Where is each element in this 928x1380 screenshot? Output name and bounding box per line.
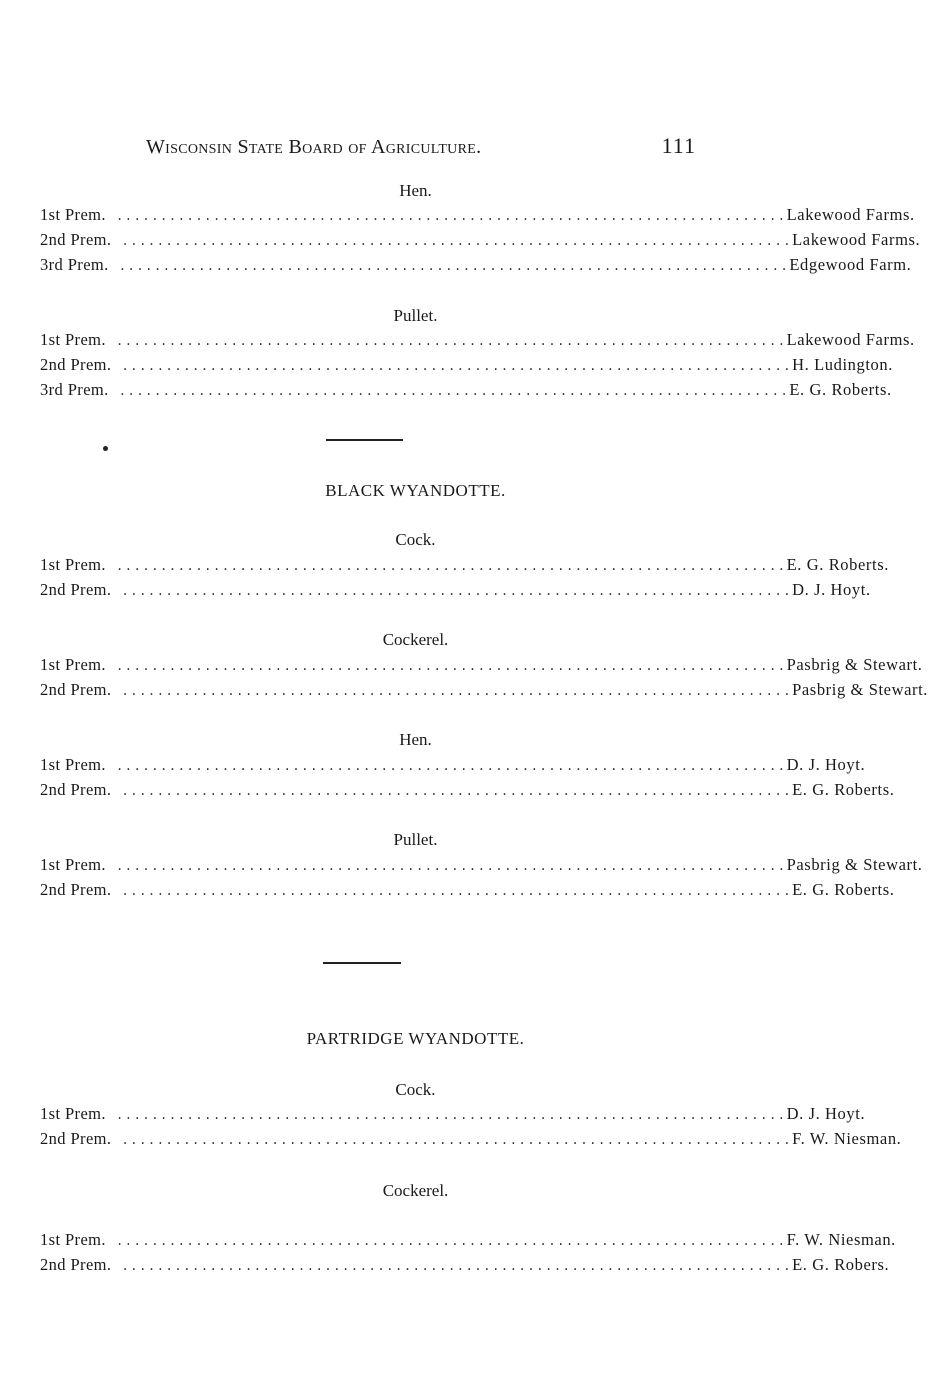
- dot-leader: ............................................................................: [121, 1259, 793, 1273]
- class-heading-cockerel: Cockerel.: [382, 1181, 449, 1200]
- premium-rank: 1st Prem.: [40, 1230, 106, 1249]
- premium-winner: D. J. Hoyt.: [792, 580, 871, 599]
- premium-winner: E. G. Roberts.: [786, 555, 889, 574]
- dot-leader: ............................................................................: [121, 359, 793, 373]
- dot-leader: ............................................................................: [115, 334, 787, 348]
- premium-row: [40, 580, 871, 604]
- premium-rank: 2nd Prem.: [40, 1255, 112, 1274]
- premium-rank: 1st Prem.: [40, 1104, 106, 1123]
- dot-leader: ............................................................................: [115, 209, 787, 223]
- premium-winner: H. Ludington.: [792, 355, 893, 374]
- ink-speck: [103, 446, 108, 451]
- premium-winner: F. W. Niesman.: [792, 1129, 902, 1148]
- premium-row: [40, 1230, 896, 1254]
- premium-rank: 2nd Prem.: [40, 680, 112, 699]
- premium-winner: F. W. Niesman.: [786, 1230, 896, 1249]
- dot-leader: ............................................................................: [115, 1234, 787, 1248]
- premium-rank: 2nd Prem.: [40, 580, 112, 599]
- section-title-partridge-wyandotte: PARTRIDGE WYANDOTTE.: [306, 1029, 525, 1048]
- premium-rank: 1st Prem.: [40, 755, 106, 774]
- premium-row: [40, 1255, 890, 1279]
- premium-row: [40, 1104, 866, 1128]
- dot-leader: ............................................................................: [121, 1133, 793, 1147]
- class-heading-cock: Cock.: [395, 530, 436, 549]
- class-heading-cock: Cock.: [395, 1080, 436, 1099]
- page-number: 111: [661, 133, 696, 158]
- premium-rank: 1st Prem.: [40, 655, 106, 674]
- dot-leader: ............................................................................: [115, 1108, 787, 1122]
- dot-leader: ............................................................................: [121, 784, 793, 798]
- running-head-title: Wisconsin State Board of Agriculture.: [146, 136, 482, 158]
- premium-winner: D. J. Hoyt.: [786, 755, 866, 774]
- dot-leader: ............................................................................: [121, 884, 793, 898]
- dot-leader: ............................................................................: [118, 259, 790, 273]
- running-header: [146, 133, 696, 163]
- premium-row: [40, 755, 866, 779]
- premium-rank: 2nd Prem.: [40, 230, 112, 249]
- premium-row: [40, 1129, 902, 1153]
- premium-row: [40, 655, 923, 679]
- premium-winner: E. G. Roberts.: [792, 780, 895, 799]
- class-heading-cockerel: Cockerel.: [382, 630, 449, 649]
- premium-row: [40, 255, 912, 279]
- premium-rank: 2nd Prem.: [40, 780, 112, 799]
- class-heading-pullet: Pullet.: [393, 830, 438, 849]
- premium-rank: 2nd Prem.: [40, 355, 112, 374]
- premium-winner: E. G. Robers.: [792, 1255, 890, 1274]
- premium-winner: Pasbrig & Stewart.: [786, 855, 923, 874]
- premium-row: [40, 880, 895, 904]
- dot-leader: ............................................................................: [121, 684, 793, 698]
- premium-row: [40, 380, 892, 404]
- dot-leader: ............................................................................: [115, 859, 787, 873]
- premium-row: [40, 330, 915, 354]
- premium-row: [40, 555, 889, 579]
- premium-row: [40, 780, 895, 804]
- premium-rank: 3rd Prem.: [40, 380, 109, 399]
- class-heading-hen: Hen.: [399, 181, 432, 200]
- premium-row: [40, 230, 921, 254]
- premium-row: [40, 680, 928, 704]
- dot-leader: ............................................................................: [121, 584, 793, 598]
- premium-rank: 1st Prem.: [40, 855, 106, 874]
- premium-row: [40, 855, 923, 879]
- premium-winner: Lakewood Farms.: [786, 205, 915, 224]
- premium-rank: 2nd Prem.: [40, 1129, 112, 1148]
- class-heading-pullet: Pullet.: [393, 306, 438, 325]
- premium-rank: 1st Prem.: [40, 330, 106, 349]
- premium-winner: E. G. Roberts.: [789, 380, 892, 399]
- dot-leader: ............................................................................: [118, 384, 790, 398]
- premium-rank: 1st Prem.: [40, 205, 106, 224]
- dot-leader: ............................................................................: [115, 659, 787, 673]
- section-title-black-wyandotte: BLACK WYANDOTTE.: [325, 481, 506, 500]
- premium-winner: Pasbrig & Stewart.: [786, 655, 923, 674]
- premium-winner: Edgewood Farm.: [789, 255, 912, 274]
- premium-winner: E. G. Roberts.: [792, 880, 895, 899]
- premium-winner: Lakewood Farms.: [792, 230, 921, 249]
- premium-rank: 2nd Prem.: [40, 880, 112, 899]
- dot-leader: ............................................................................: [121, 234, 793, 248]
- premium-winner: D. J. Hoyt.: [786, 1104, 866, 1123]
- section-divider: [323, 962, 401, 964]
- premium-winner: Lakewood Farms.: [786, 330, 915, 349]
- premium-rank: 1st Prem.: [40, 555, 106, 574]
- premium-winner: Pasbrig & Stewart.: [792, 680, 928, 699]
- dot-leader: ............................................................................: [115, 559, 787, 573]
- class-heading-hen: Hen.: [399, 730, 432, 749]
- section-divider: [326, 439, 403, 441]
- dot-leader: ............................................................................: [115, 759, 787, 773]
- premium-rank: 3rd Prem.: [40, 255, 109, 274]
- premium-row: [40, 355, 893, 379]
- premium-row: [40, 205, 915, 229]
